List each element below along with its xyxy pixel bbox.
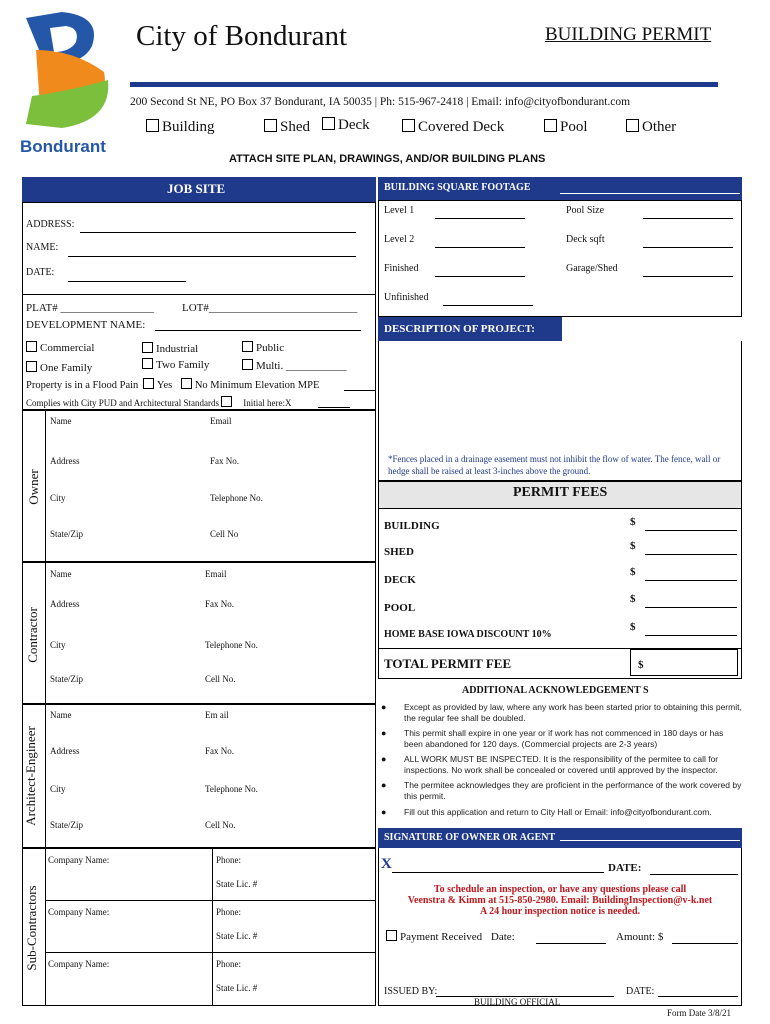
city-logo [14, 10, 114, 160]
public-label: Public [256, 342, 285, 354]
owner-phone-label: Telephone No. [210, 493, 263, 503]
sub2-lic-label: State Lic. # [216, 931, 258, 941]
level2-field[interactable] [435, 247, 525, 248]
type-deck-label: Deck [338, 117, 370, 133]
issue-date-field[interactable] [658, 996, 738, 997]
payment-row [386, 930, 515, 943]
fee-deck-label: DECK [384, 574, 416, 586]
fence-note: *Fences placed in a drainage easement must not inhibit the flow of water. The fence, wall or hedge shall be raised at least 3-inches above the ground. [388, 454, 721, 476]
flood-yes-label: Yes [156, 380, 173, 391]
ack-item-5: Fill out this application and return to City Hall or Email: info@cityofbondurant.com. [404, 807, 712, 817]
fee-discount-label: HOME BASE IOWA DISCOUNT 10% [384, 629, 552, 640]
payment-date-label: Date: [490, 931, 515, 943]
contractor-fax-label: Fax No. [205, 599, 234, 609]
contractor-phone-label: Telephone No. [205, 640, 258, 650]
subs-row-divider-2 [45, 952, 376, 953]
public-option[interactable] [242, 341, 284, 354]
subs-col-divider [212, 848, 213, 1006]
commercial-checkbox[interactable] [26, 341, 37, 352]
contractor-side-label: Contractor [25, 607, 40, 663]
job-site-title: JOB SITE [167, 181, 226, 196]
two-family-label: Two Family [156, 359, 210, 371]
contractor-email-label: Email [205, 569, 227, 579]
owner-city-label: City [50, 493, 66, 503]
fee-building-label: BUILDING [384, 520, 440, 532]
divider [22, 294, 376, 295]
payment-label: Payment Received [400, 931, 483, 943]
owner-section [22, 410, 376, 562]
complies-checkbox[interactable] [221, 396, 232, 407]
level1-label: Level 1 [384, 205, 415, 216]
owner-side-label: Owner [26, 469, 41, 505]
architect-state-label: State/Zip [50, 820, 83, 830]
owner-address-label: Address [50, 456, 80, 466]
sub1-lic-label: State Lic. # [216, 879, 258, 889]
plat-field[interactable]: PLAT# _________________ [26, 302, 155, 314]
mpe-field[interactable] [344, 390, 376, 391]
finished-label: Finished [384, 263, 419, 274]
level1-field[interactable] [435, 218, 525, 219]
contractor-city-label: City [50, 640, 66, 650]
pool-size-label: Pool Size [566, 205, 605, 216]
architect-fax-label: Fax No. [205, 746, 234, 756]
ack-title: ADDITIONAL ACKNOWLEDGEMENT S [462, 685, 649, 696]
signature-header-line [560, 840, 740, 841]
name-field[interactable] [68, 256, 356, 257]
shed-checkbox[interactable] [264, 119, 277, 132]
header-rule [130, 82, 718, 87]
amount-label: Amount: $ [616, 931, 664, 943]
commercial-option[interactable] [26, 341, 94, 354]
sub2-company-label: Company Name: [48, 907, 110, 917]
finished-field[interactable] [435, 276, 525, 277]
payment-date-field[interactable] [536, 943, 606, 944]
owner-cell-label: Cell No [210, 529, 239, 539]
pool-size-field[interactable] [643, 218, 733, 219]
multi-label: Multi. ___________ [256, 360, 347, 372]
payment-checkbox[interactable] [386, 930, 397, 941]
fee-discount-field[interactable] [645, 635, 737, 636]
type-covered-deck-label: Covered Deck [418, 119, 505, 135]
architect-cell-label: Cell No. [205, 820, 236, 830]
date-field[interactable] [68, 281, 186, 282]
unfinished-field[interactable] [443, 305, 533, 306]
sub3-phone-label: Phone: [216, 959, 242, 969]
covered-deck-checkbox[interactable] [402, 119, 415, 132]
other-checkbox[interactable] [626, 119, 639, 132]
sub3-company-label: Company Name: [48, 959, 110, 969]
ack-bullet-3: ● [381, 754, 387, 764]
architect-address-label: Address [50, 746, 80, 756]
complies-label: Complies with City PUD and Architectural Standards [26, 398, 219, 408]
fee-pool-dollar: $ [630, 593, 636, 605]
subs-section [22, 848, 376, 1006]
form-date: Form Date 3/8/21 [667, 1008, 731, 1018]
issued-by-label: ISSUED BY: [384, 986, 438, 997]
one-family-label: One Family [40, 362, 93, 374]
no-min-label: No Minimum Elevation MPE [194, 380, 320, 391]
signature-date-field[interactable] [650, 874, 738, 875]
fee-deck-dollar: $ [630, 566, 636, 578]
sub1-phone-label: Phone: [216, 855, 242, 865]
building-checkbox[interactable] [146, 119, 159, 132]
subs-side-label: Sub-Contractors [24, 885, 39, 971]
fee-shed-field[interactable] [645, 554, 737, 555]
commercial-label: Commercial [40, 342, 95, 354]
fee-deck-field[interactable] [645, 580, 737, 581]
development-field[interactable] [155, 330, 361, 331]
one-family-checkbox[interactable] [26, 361, 37, 372]
building-official-label: BUILDING OFFICIAL [474, 997, 561, 1007]
permit-type-row [146, 119, 746, 139]
owner-name-label: Name [50, 416, 72, 426]
sq-footage-header-line [560, 193, 740, 194]
contractor-address-label: Address [50, 599, 80, 609]
name-label: NAME: [26, 242, 59, 253]
address-label: ADDRESS: [26, 219, 75, 230]
contact-line: 200 Second St NE, PO Box 37 Bondurant, IA 50035 | Ph: 515-967-2418 | Email: info@cityofbondurant.com [130, 96, 631, 108]
architect-email-label: Em ail [205, 710, 229, 720]
inspection-line-1: To schedule an inspection, or have any questions please call [433, 884, 687, 895]
contractor-cell-label: Cell No. [205, 674, 236, 684]
ack-bullet-1: ● [381, 702, 387, 712]
initial-field[interactable] [318, 407, 350, 408]
deck-sqft-field[interactable] [643, 247, 733, 248]
ack-item-3: ALL WORK MUST BE INSPECTED. It is the responsibility of the permitee to call for inspections. No work shall be concealed or covered until approved by the inspector. [404, 754, 719, 775]
permit-title: BUILDING PERMIT [545, 24, 712, 45]
fee-building-dollar: $ [630, 516, 636, 528]
logo-text: Bondurant [20, 137, 106, 156]
industrial-option[interactable] [142, 342, 198, 355]
two-family-option[interactable] [142, 358, 209, 371]
architect-side-label: Architect-Engineer [23, 726, 38, 826]
total-fee-dollar: $ [638, 659, 644, 671]
sq-footage-title: BUILDING SQUARE FOOTAGE [384, 182, 531, 193]
sub2-phone-label: Phone: [216, 907, 242, 917]
ack-item-4: The permitee acknowledges they are proficient in the performance of the work covered by this permit. [404, 780, 742, 801]
total-fee-label: TOTAL PERMIT FEE [384, 656, 512, 671]
signature-field[interactable] [392, 872, 604, 873]
type-shed-label: Shed [280, 119, 310, 135]
sub3-lic-label: State Lic. # [216, 983, 258, 993]
unfinished-label: Unfinished [384, 292, 429, 303]
fee-pool-label: POOL [384, 602, 416, 614]
logo-b-icon [14, 10, 114, 130]
attach-notice: ATTACH SITE PLAN, DRAWINGS, AND/OR BUILDING PLANS [229, 153, 546, 165]
garage-field[interactable] [643, 276, 733, 277]
fee-building-field[interactable] [645, 530, 737, 531]
two-family-checkbox[interactable] [142, 358, 153, 369]
contractor-state-label: State/Zip [50, 674, 83, 684]
description-title: DESCRIPTION OF PROJECT: [384, 323, 535, 335]
lot-field[interactable]: LOT#___________________________ [182, 302, 358, 314]
fee-discount-dollar: $ [630, 621, 636, 633]
fee-shed-dollar: $ [630, 540, 636, 552]
complies-row [26, 396, 291, 408]
level2-label: Level 2 [384, 234, 415, 245]
date-label: DATE: [26, 267, 55, 278]
fee-shed-label: SHED [384, 546, 414, 558]
owner-fax-label: Fax No. [210, 456, 239, 466]
ack-bullet-5: ● [381, 807, 387, 817]
amount-field[interactable] [672, 943, 738, 944]
development-label: DEVELOPMENT NAME: [26, 319, 146, 331]
multi-checkbox[interactable] [242, 359, 253, 370]
signature-x: X [381, 856, 392, 872]
signature-date-label: DATE: [608, 862, 642, 874]
city-title: City of Bondurant [136, 20, 348, 52]
ack-bullet-2: ● [381, 728, 387, 738]
multi-option[interactable] [242, 359, 346, 372]
initial-label: Initial here:X [243, 398, 292, 408]
flood-row [26, 378, 319, 391]
no-min-checkbox[interactable] [181, 378, 192, 389]
architect-name-label: Name [50, 710, 72, 720]
total-fee-field[interactable] [630, 649, 738, 676]
garage-label: Garage/Shed [566, 263, 618, 274]
address-field[interactable] [80, 232, 356, 233]
deck-checkbox[interactable] [322, 117, 335, 130]
fee-pool-field[interactable] [645, 607, 737, 608]
fees-title: PERMIT FEES [513, 485, 608, 500]
pool-checkbox[interactable] [544, 119, 557, 132]
type-other-label: Other [642, 119, 677, 135]
contractor-name-label: Name [50, 569, 72, 579]
inspection-line-3: A 24 hour inspection notice is needed. [479, 906, 641, 917]
sub1-company-label: Company Name: [48, 855, 110, 865]
owner-email-label: Email [210, 416, 232, 426]
industrial-checkbox[interactable] [142, 342, 153, 353]
flood-label: Property is in a Flood Pain [26, 380, 139, 391]
ack-item-2: This permit shall expire in one year or if work has not commenced in 180 days or has been abandoned for 120 days. (Commercial projects are 2-3 years) [404, 728, 724, 749]
type-building-label: Building [162, 119, 215, 135]
architect-city-label: City [50, 784, 66, 794]
ack-bullet-4: ● [381, 780, 387, 790]
subs-row-divider-1 [45, 900, 376, 901]
ack-item-1: Except as provided by law, where any work has been started prior to obtaining this permit, the regular fee shall be doubled. [404, 702, 742, 723]
one-family-option[interactable] [26, 361, 92, 374]
type-pool-label: Pool [560, 119, 588, 135]
deck-sqft-label: Deck sqft [566, 234, 605, 245]
public-checkbox[interactable] [242, 341, 253, 352]
flood-yes-checkbox[interactable] [143, 378, 154, 389]
signature-title: SIGNATURE OF OWNER OR AGENT [384, 832, 556, 843]
inspection-line-2: Veenstra & Kimm at 515-850-2980. Email: BuildingInspection@v-k.net [407, 895, 713, 906]
industrial-label: Industrial [156, 343, 199, 355]
issue-date-label: DATE: [626, 986, 655, 997]
architect-phone-label: Telephone No. [205, 784, 258, 794]
owner-state-label: State/Zip [50, 529, 83, 539]
